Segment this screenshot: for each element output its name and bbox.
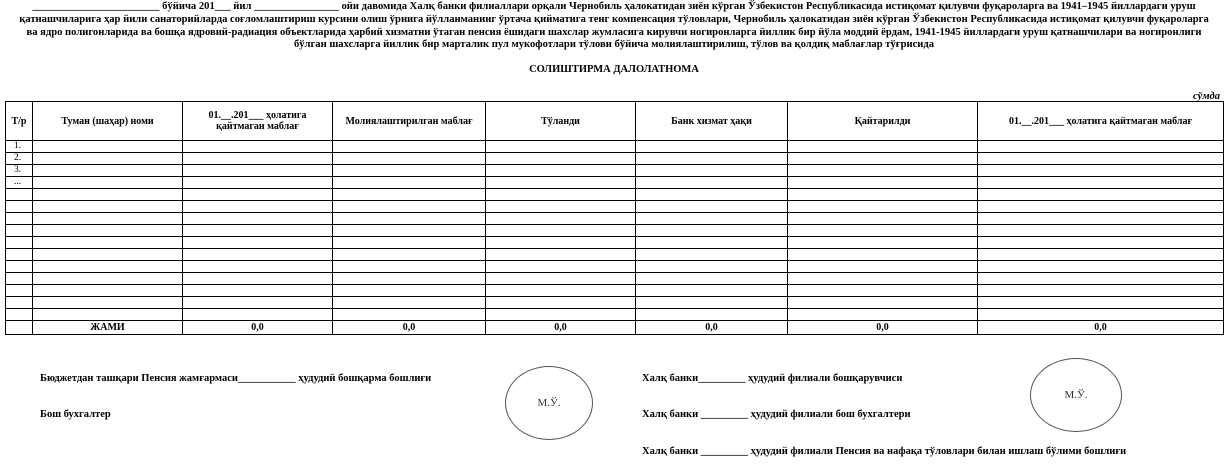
table-cell	[333, 213, 486, 225]
table-cell	[183, 189, 333, 201]
table-cell	[978, 249, 1224, 261]
table-cell	[183, 141, 333, 153]
table-cell	[978, 165, 1224, 177]
unit-note: сўмда	[1193, 91, 1220, 102]
table-cell	[978, 153, 1224, 165]
table-cell	[486, 309, 636, 321]
table-cell	[978, 309, 1224, 321]
header-line-4: бўлган шахсларга йиллик бир марталик пул мукофотлари тўлови бўйича молиялаштирилиш, тўлов ва қолдиқ маблағлар тўғрисида	[293, 39, 935, 51]
table-cell	[33, 297, 183, 309]
table-cell	[788, 237, 978, 249]
table-cell	[486, 165, 636, 177]
table-cell	[33, 213, 183, 225]
table-cell	[183, 237, 333, 249]
table-cell	[333, 273, 486, 285]
table-cell	[333, 297, 486, 309]
table-cell	[183, 273, 333, 285]
table-cell	[33, 165, 183, 177]
table-cell	[978, 273, 1224, 285]
table-cell	[486, 177, 636, 189]
header-returned: Қайтарилди	[788, 102, 978, 141]
header-financed: Молиялаштирилган маблағ	[333, 102, 486, 141]
table-cell	[33, 261, 183, 273]
table-cell	[33, 201, 183, 213]
table-row	[6, 201, 1224, 213]
table-cell	[486, 153, 636, 165]
table-cell	[333, 153, 486, 165]
signature-bank-chief-accountant: Халқ банки _________ ҳудудий филиали бош бухгалтери	[642, 409, 911, 420]
table-header-row	[6, 102, 1224, 141]
row-index-cell: ...	[6, 177, 33, 189]
table-cell	[33, 273, 183, 285]
table-cell	[183, 213, 333, 225]
table-row	[6, 237, 1224, 249]
table-cell	[788, 213, 978, 225]
signature-pension-fund-head: Бюджетдан ташқари Пенсия жамғармаси___________ ҳудудий бошқарма бошлиғи	[40, 373, 432, 384]
table-cell	[788, 297, 978, 309]
total-value: 0,0	[636, 321, 788, 335]
table-cell	[788, 165, 978, 177]
row-index-cell	[6, 213, 33, 225]
table-cell	[636, 153, 788, 165]
total-index-cell	[6, 321, 33, 335]
table-cell	[33, 189, 183, 201]
table-cell	[33, 225, 183, 237]
seal-stamp-right	[1030, 358, 1122, 432]
table-cell	[183, 153, 333, 165]
row-index-cell	[6, 189, 33, 201]
table-cell	[183, 285, 333, 297]
total-row	[6, 321, 1224, 335]
table-cell	[636, 201, 788, 213]
row-index-cell	[6, 297, 33, 309]
table-cell	[183, 165, 333, 177]
table-cell	[978, 261, 1224, 273]
table-cell	[486, 285, 636, 297]
table-row	[6, 213, 1224, 225]
table-cell	[978, 189, 1224, 201]
table-cell	[183, 261, 333, 273]
table-cell	[333, 261, 486, 273]
document-header	[6, 1, 1222, 52]
header-unreturned-start: 01.__.201___ ҳолатига қайтмаган маблағ	[183, 102, 333, 141]
seal-stamp-left	[505, 366, 593, 440]
table-cell	[486, 225, 636, 237]
seal-stamp-right-label: М.Ў.	[1064, 389, 1088, 401]
table-cell	[33, 153, 183, 165]
table-cell	[788, 273, 978, 285]
table-row	[6, 189, 1224, 201]
table-cell	[636, 273, 788, 285]
header-unreturned-end: 01.__.201___ ҳолатига қайтмаган маблағ	[978, 102, 1224, 141]
table-cell	[788, 261, 978, 273]
table-cell	[788, 189, 978, 201]
table-cell	[636, 165, 788, 177]
table-cell	[33, 237, 183, 249]
table-row	[6, 309, 1224, 321]
header-district: Туман (шаҳар) номи	[33, 102, 183, 141]
row-index-cell: 2.	[6, 153, 33, 165]
header-bank-fee: Банк хизмат ҳақи	[636, 102, 788, 141]
row-index-cell	[6, 225, 33, 237]
table-cell	[486, 213, 636, 225]
total-value: 0,0	[978, 321, 1224, 335]
table-cell	[636, 285, 788, 297]
row-index-cell: 1.	[6, 141, 33, 153]
table-cell	[788, 309, 978, 321]
table-cell	[33, 249, 183, 261]
table-cell	[333, 201, 486, 213]
table-cell	[486, 249, 636, 261]
table-cell	[183, 309, 333, 321]
table-cell	[486, 201, 636, 213]
signature-chief-accountant: Бош бухгалтер	[40, 409, 111, 420]
table-cell	[33, 141, 183, 153]
total-value: 0,0	[183, 321, 333, 335]
table-cell	[636, 177, 788, 189]
row-index-cell	[6, 309, 33, 321]
table-cell	[978, 213, 1224, 225]
table-cell	[333, 225, 486, 237]
total-label: ЖАМИ	[33, 321, 183, 335]
total-value: 0,0	[486, 321, 636, 335]
table-cell	[33, 285, 183, 297]
row-index-cell	[6, 249, 33, 261]
total-value: 0,0	[788, 321, 978, 335]
table-cell	[333, 177, 486, 189]
table-row	[6, 225, 1224, 237]
table-cell	[183, 201, 333, 213]
table-row	[6, 153, 1224, 165]
table-cell	[486, 189, 636, 201]
row-index-cell	[6, 285, 33, 297]
table-row	[6, 249, 1224, 261]
table-cell	[636, 297, 788, 309]
table-cell	[183, 225, 333, 237]
table-cell	[333, 165, 486, 177]
table-cell	[636, 249, 788, 261]
row-index-cell: 3.	[6, 165, 33, 177]
table-cell	[636, 309, 788, 321]
row-index-cell	[6, 261, 33, 273]
table-cell	[486, 273, 636, 285]
table-cell	[788, 141, 978, 153]
table-cell	[33, 177, 183, 189]
table-cell	[788, 225, 978, 237]
table-cell	[333, 249, 486, 261]
table-cell	[978, 237, 1224, 249]
table-cell	[636, 225, 788, 237]
table-cell	[333, 309, 486, 321]
header-index: Т/р	[6, 102, 33, 141]
table-cell	[788, 249, 978, 261]
table-cell	[636, 261, 788, 273]
table-cell	[636, 213, 788, 225]
total-value: 0,0	[333, 321, 486, 335]
table-cell	[636, 141, 788, 153]
table-cell	[788, 285, 978, 297]
table-cell	[978, 141, 1224, 153]
table-cell	[183, 249, 333, 261]
table-cell	[333, 237, 486, 249]
row-index-cell	[6, 273, 33, 285]
table-row	[6, 165, 1224, 177]
signature-bank-pension-dept-head: Халқ банки _________ ҳудудий филиали Пенсия ва нафақа тўловлари билан ишлаш бўлими бошлиғи	[642, 446, 1127, 457]
table-row	[6, 285, 1224, 297]
table-cell	[333, 141, 486, 153]
header-paid: Тўланди	[486, 102, 636, 141]
table-row	[6, 141, 1224, 153]
table-row	[6, 177, 1224, 189]
table-cell	[788, 201, 978, 213]
row-index-cell	[6, 237, 33, 249]
signature-bank-manager: Халқ банки_________ ҳудудий филиали бошқарувчиси	[642, 373, 903, 384]
table-cell	[33, 309, 183, 321]
table-cell	[978, 225, 1224, 237]
seal-stamp-left-label: М.Ў.	[537, 397, 561, 409]
table-cell	[486, 141, 636, 153]
row-index-cell	[6, 201, 33, 213]
table-cell	[978, 297, 1224, 309]
table-row	[6, 261, 1224, 273]
table-cell	[978, 285, 1224, 297]
table-cell	[636, 189, 788, 201]
header-line-3: ва ядро полигонларида ва бошқа ядровий-радиация объектларида ҳарбий хизматни ўтаган пенсия ёшидаги шахслар жумласига кирувчи ногиронларга йиллик бир йўла моддий ёрдам, 1941-1945 йиллардаги уруш қатнашчилари ва ногиронлиги	[26, 26, 1202, 38]
table-body	[6, 141, 1224, 335]
table-cell	[636, 237, 788, 249]
table-cell	[788, 153, 978, 165]
table-cell	[183, 297, 333, 309]
table-row	[6, 273, 1224, 285]
table-cell	[788, 177, 978, 189]
table-cell	[486, 297, 636, 309]
table-cell	[486, 261, 636, 273]
reconciliation-table	[5, 101, 1224, 335]
table-cell	[333, 285, 486, 297]
table-cell	[978, 201, 1224, 213]
table-cell	[333, 189, 486, 201]
table-row	[6, 297, 1224, 309]
header-line-2: қатнашчиларига ҳар йили санаторийларда соғломлаштириш курсини олиш ўрнига йўлланманинг ўртача қийматига тенг компенсация тўловлари, Чернобиль ҳалокатидан зиён кўрган Ўзбекистон Республикасида истиқомат қилувчи фуқароларга	[19, 13, 1209, 25]
table-cell	[978, 177, 1224, 189]
document-title: СОЛИШТИРМА ДАЛОЛАТНОМА	[529, 64, 699, 75]
table-cell	[183, 177, 333, 189]
table-cell	[486, 237, 636, 249]
header-line-1: ________________________ бўйича 201___ йил ________________ ойи давомида Халқ банки филиаллари орқали Чернобиль ҳалокатидан зиён кўрган Ўзбекистон Республикасида истиқомат қилувчи фуқароларга ва 1941–1945 йиллардаги уруш	[32, 1, 1196, 12]
